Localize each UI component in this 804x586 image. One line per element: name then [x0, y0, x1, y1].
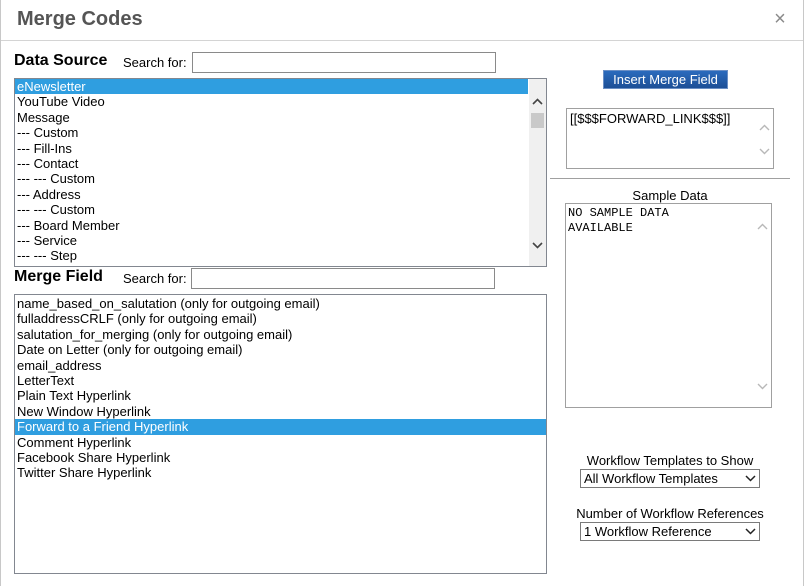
merge-field-option[interactable]: salutation_for_merging (only for outgoing email)	[17, 326, 293, 342]
chevron-up-icon[interactable]	[756, 119, 772, 135]
chevron-up-icon[interactable]	[754, 218, 770, 234]
merge-code-value: [[$$$FORWARD_LINK$$$]]	[570, 111, 731, 126]
workflow-references-value: 1 Workflow Reference	[584, 524, 712, 539]
merge-code-textarea[interactable]	[566, 108, 774, 169]
insert-merge-field-button[interactable]: Insert Merge Field	[603, 70, 728, 89]
chevron-down-icon	[743, 524, 757, 539]
data-source-items	[15, 79, 528, 264]
data-source-option[interactable]: --- Custom	[17, 125, 79, 141]
sample-data-label: Sample Data	[632, 188, 708, 203]
data-source-scrollbar[interactable]	[529, 79, 546, 266]
right-divider	[550, 178, 790, 179]
data-source-option[interactable]: --- Address	[17, 186, 81, 202]
merge-field-search-input[interactable]	[191, 268, 495, 289]
data-source-option[interactable]: Message	[17, 109, 70, 125]
merge-field-option[interactable]: name_based_on_salutation (only for outgoing email)	[17, 296, 320, 311]
merge-field-option[interactable]: Date on Letter (only for outgoing email)	[17, 342, 243, 358]
data-source-option[interactable]: --- --- Step	[17, 248, 77, 264]
merge-field-listbox[interactable]	[14, 294, 547, 574]
workflow-references-select[interactable]	[580, 522, 760, 541]
merge-field-option[interactable]: email_address	[17, 357, 102, 373]
merge-field-items	[15, 296, 546, 481]
data-source-option[interactable]: --- Service	[17, 232, 77, 248]
data-source-option[interactable]: --- Fill-Ins	[17, 140, 72, 156]
chevron-up-icon[interactable]	[529, 93, 546, 110]
close-icon[interactable]: ×	[774, 8, 786, 30]
workflow-templates-select[interactable]	[580, 469, 760, 488]
data-source-option[interactable]: --- Contact	[17, 155, 79, 171]
data-source-search-input[interactable]	[192, 52, 496, 73]
merge-field-option[interactable]: Twitter Share Hyperlink	[17, 465, 152, 481]
merge-code-scrollbar[interactable]	[756, 110, 772, 167]
data-source-scroll-thumb[interactable]	[531, 113, 544, 128]
data-source-option[interactable]: --- --- Custom	[17, 202, 95, 218]
data-source-option[interactable]: YouTube Video	[17, 94, 105, 110]
workflow-references-label: Number of Workflow References	[576, 506, 764, 521]
workflow-templates-value: All Workflow Templates	[584, 471, 718, 486]
sample-data-value: NO SAMPLE DATA AVAILABLE	[568, 206, 669, 235]
data-source-search-label: Search for:	[123, 55, 187, 70]
merge-field-option[interactable]: fulladdressCRLF (only for outgoing email)	[17, 311, 257, 327]
merge-field-option[interactable]: Facebook Share Hyperlink	[17, 449, 171, 465]
data-source-option[interactable]: --- --- Custom	[17, 171, 95, 187]
merge-field-option[interactable]: New Window Hyperlink	[17, 403, 151, 419]
merge-field-option[interactable]: Plain Text Hyperlink	[17, 388, 131, 404]
merge-field-label: Merge Field	[14, 268, 103, 285]
data-source-listbox[interactable]	[14, 78, 547, 267]
data-source-label: Data Source	[14, 52, 108, 69]
chevron-down-icon[interactable]	[754, 378, 770, 394]
data-source-option[interactable]: eNewsletter	[15, 79, 528, 94]
chevron-down-icon	[743, 471, 757, 486]
chevron-down-icon[interactable]	[756, 143, 772, 159]
workflow-templates-label: Workflow Templates to Show	[586, 453, 754, 468]
sample-data-scrollbar[interactable]	[754, 205, 770, 406]
sample-data-textarea[interactable]	[565, 203, 772, 408]
merge-field-option[interactable]: Forward to a Friend Hyperlink	[15, 419, 546, 434]
dialog-title: Merge Codes	[17, 8, 143, 30]
dialog-titlebar	[1, 0, 803, 41]
merge-field-search-label: Search for:	[123, 271, 187, 286]
data-source-option[interactable]: --- Board Member	[17, 217, 120, 233]
merge-field-option[interactable]: Comment Hyperlink	[17, 434, 132, 450]
chevron-down-icon[interactable]	[529, 237, 546, 254]
merge-field-option[interactable]: LetterText	[17, 372, 75, 388]
